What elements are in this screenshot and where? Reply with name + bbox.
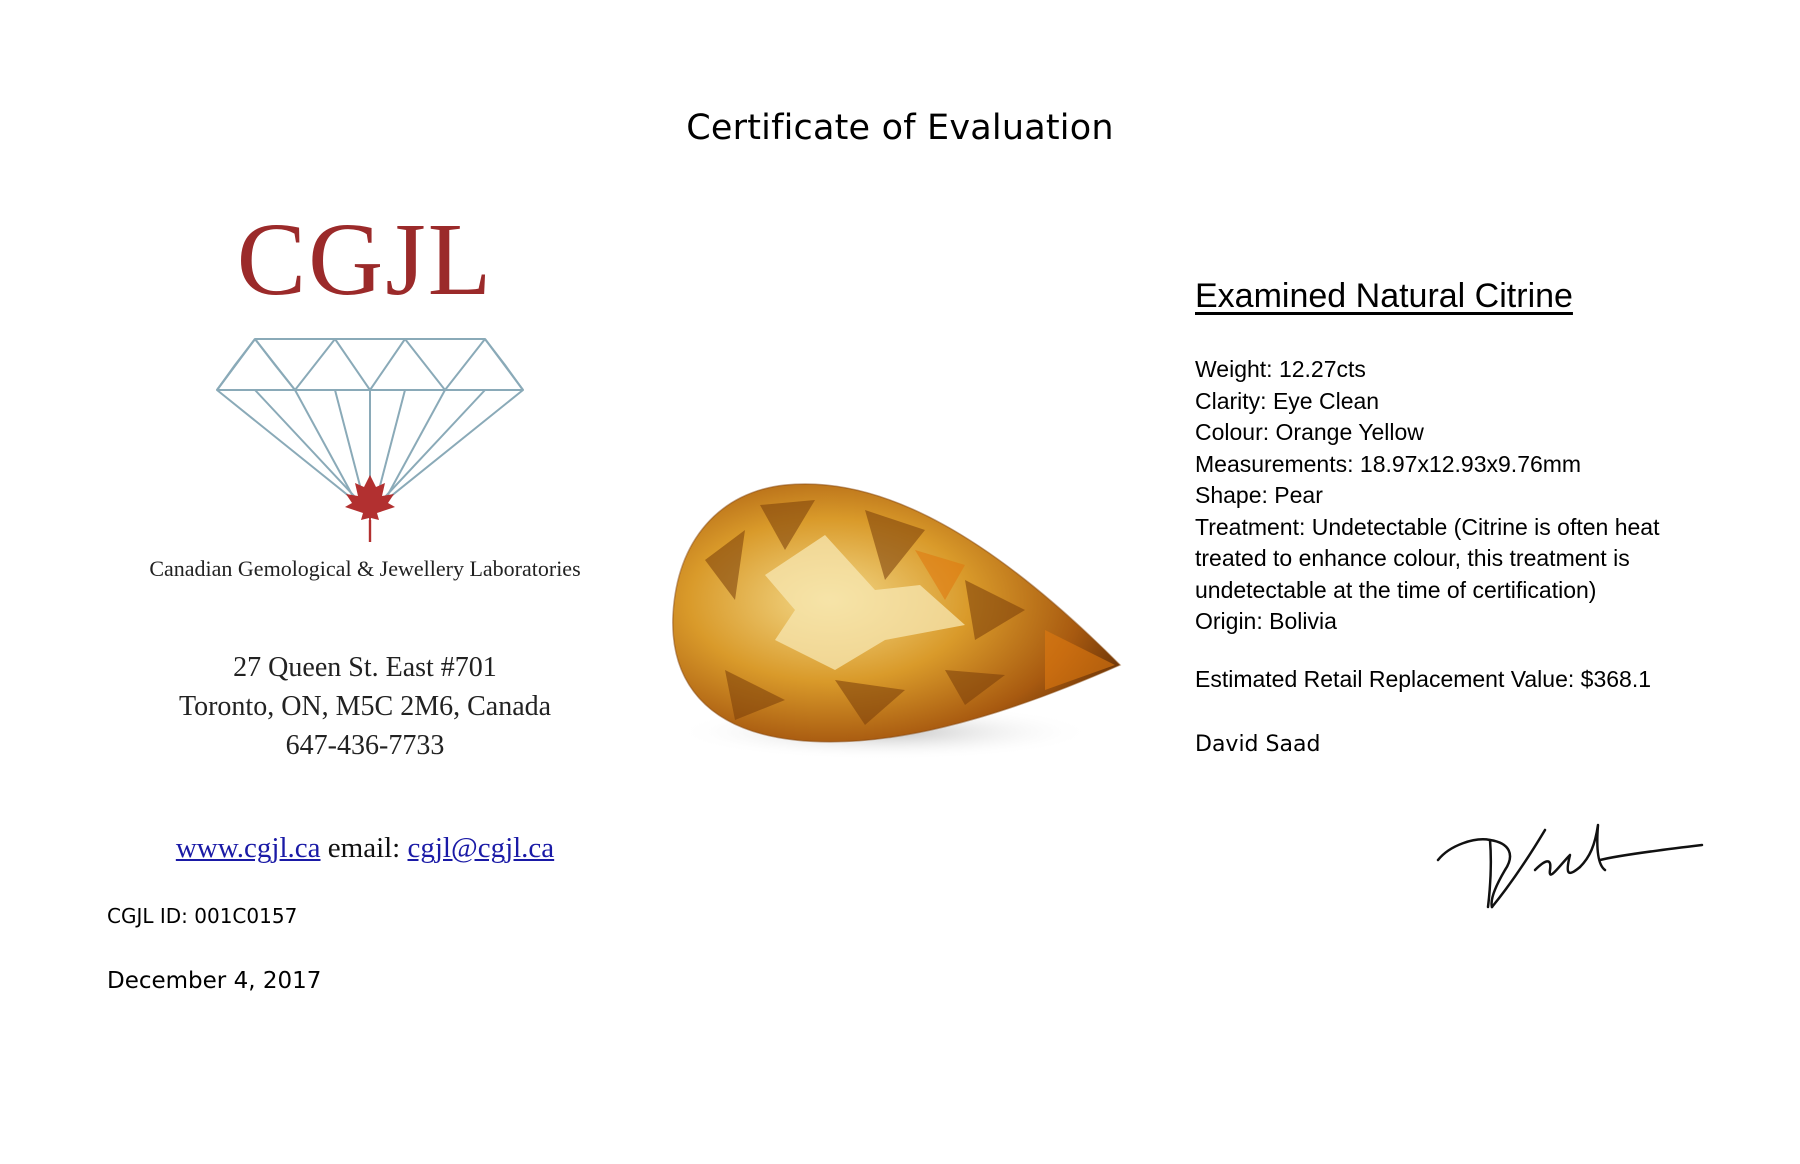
- detail-line: undetectable at the time of certification): [1195, 576, 1597, 603]
- retail-value: Estimated Retail Replacement Value: $368.1: [1195, 666, 1652, 692]
- email-link[interactable]: cgjl@cgjl.ca: [407, 832, 555, 864]
- detail-line: Weight: 12.27cts: [1195, 356, 1366, 382]
- detail-line: treated to enhance colour, this treatment is: [1195, 545, 1630, 571]
- stone-details: [1195, 354, 1715, 638]
- pear-citrine-image: [665, 470, 1135, 780]
- phone-number: 647-436-7733: [285, 730, 445, 761]
- address-line-2: Toronto, ON, M5C 2M6, Canada: [178, 691, 552, 722]
- detail-line: Shape: Pear: [1195, 482, 1323, 508]
- detail-line: Measurements: 18.97x12.93x9.76mm: [1195, 450, 1582, 477]
- detail-line: Colour: Orange Yellow: [1195, 419, 1424, 445]
- certificate-date: December 4, 2017: [107, 968, 322, 994]
- detail-line: Origin: Bolivia: [1195, 608, 1337, 634]
- lab-name: Canadian Gemological & Jewellery Laboratories: [149, 556, 581, 581]
- detail-line: Clarity: Eye Clean: [1195, 387, 1380, 414]
- contact-line: [100, 832, 630, 865]
- logo-wordmark: CGJL: [236, 202, 494, 317]
- page-title: Certificate of Evaluation: [686, 108, 1114, 148]
- stone-heading: Examined Natural Citrine: [1195, 277, 1573, 315]
- certificate-id: CGJL ID: 001C0157: [107, 904, 298, 928]
- email-label: email:: [327, 832, 401, 864]
- address-block: [100, 648, 630, 765]
- signer-name: David Saad: [1195, 732, 1321, 757]
- address-line-1: 27 Queen St. East #701: [233, 652, 497, 683]
- website-link[interactable]: www.cgjl.ca: [175, 832, 321, 864]
- maple-leaf-icon: [345, 475, 395, 542]
- handwritten-signature: [1430, 815, 1710, 915]
- detail-line: Treatment: Undetectable (Citrine is often heat: [1195, 513, 1660, 540]
- diamond-outline-icon: [205, 335, 535, 545]
